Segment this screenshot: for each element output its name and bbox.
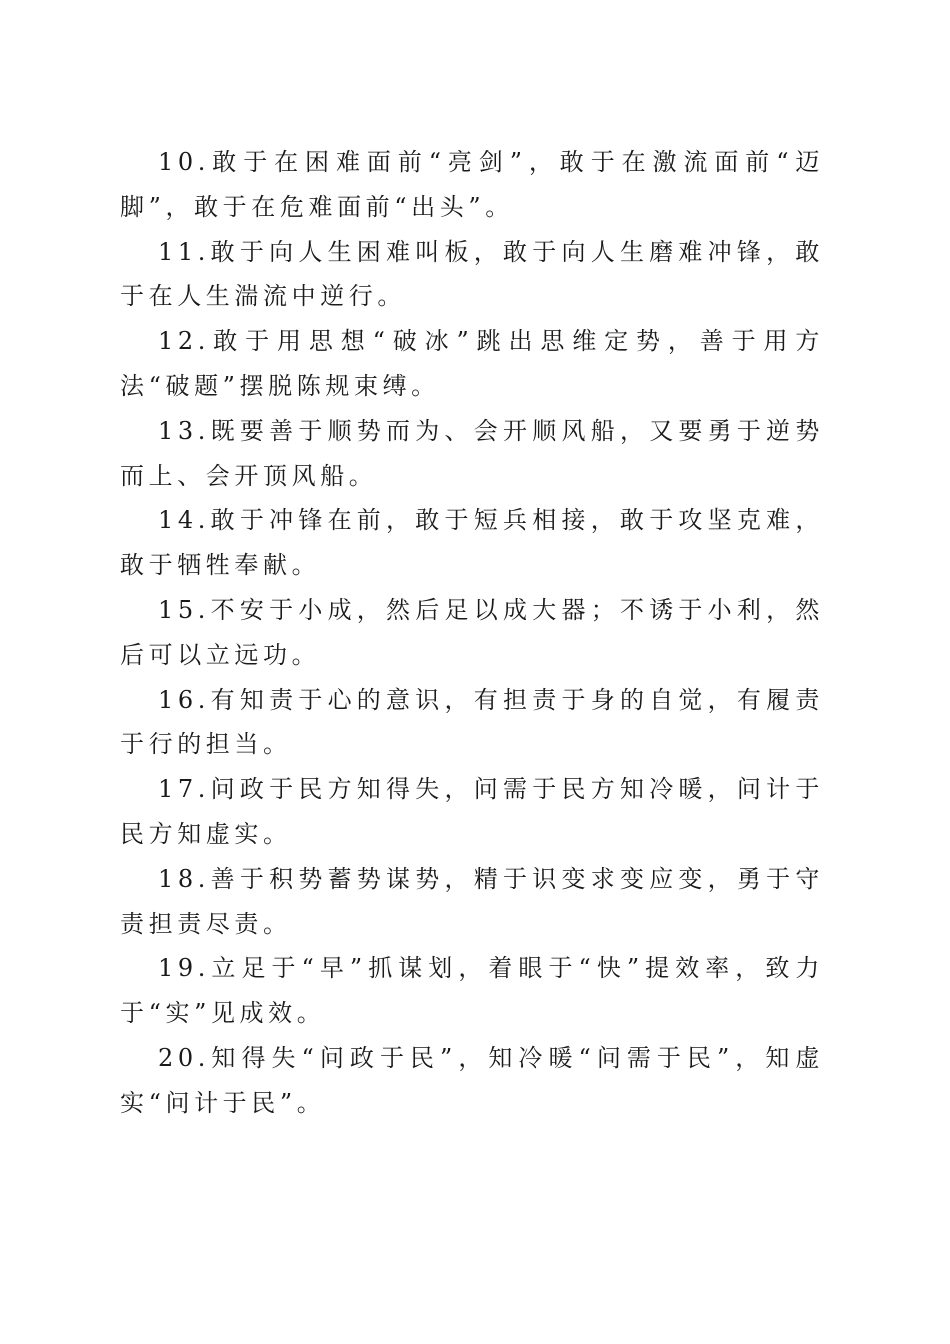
paragraph-13: 13.既要善于顺势而为、会开顺风船，又要勇于逆势而上、会开顶风船。: [120, 416, 824, 490]
document-body: [120, 140, 824, 1126]
paragraph-10: 10.敢于在困难面前“亮剑”，敢于在激流面前“迈脚”，敢于在危难面前“出头”。: [120, 148, 824, 221]
paragraph-11: 11.敢于向人生困难叫板，敢于向人生磨难冲锋，敢于在人生湍流中逆行。: [120, 237, 824, 311]
paragraph-20: 20.知得失“问政于民”，知冷暖“问需于民”，知虚实“问计于民”。: [120, 1043, 824, 1117]
paragraph-16: 16.有知责于心的意识，有担责于身的自觉，有履责于行的担当。: [120, 685, 824, 759]
paragraph-19: 19.立足于“早”抓谋划，着眼于“快”提效率，致力于“实”见成效。: [120, 954, 824, 1028]
paragraph-15: 15.不安于小成，然后足以成大器；不诱于小利，然后可以立远功。: [120, 595, 824, 669]
paragraph-17: 17.问政于民方知得失，问需于民方知冷暖，问计于民方知虚实。: [120, 775, 824, 848]
paragraph-12: 12.敢于用思想“破冰”跳出思维定势，善于用方法“破题”摆脱陈规束缚。: [120, 327, 824, 400]
paragraph-18: 18.善于积势蓄势谋势，精于识变求变应变，勇于守责担责尽责。: [120, 864, 824, 938]
paragraph-14: 14.敢于冲锋在前，敢于短兵相接，敢于攻坚克难，敢于牺牲奉献。: [120, 506, 824, 580]
